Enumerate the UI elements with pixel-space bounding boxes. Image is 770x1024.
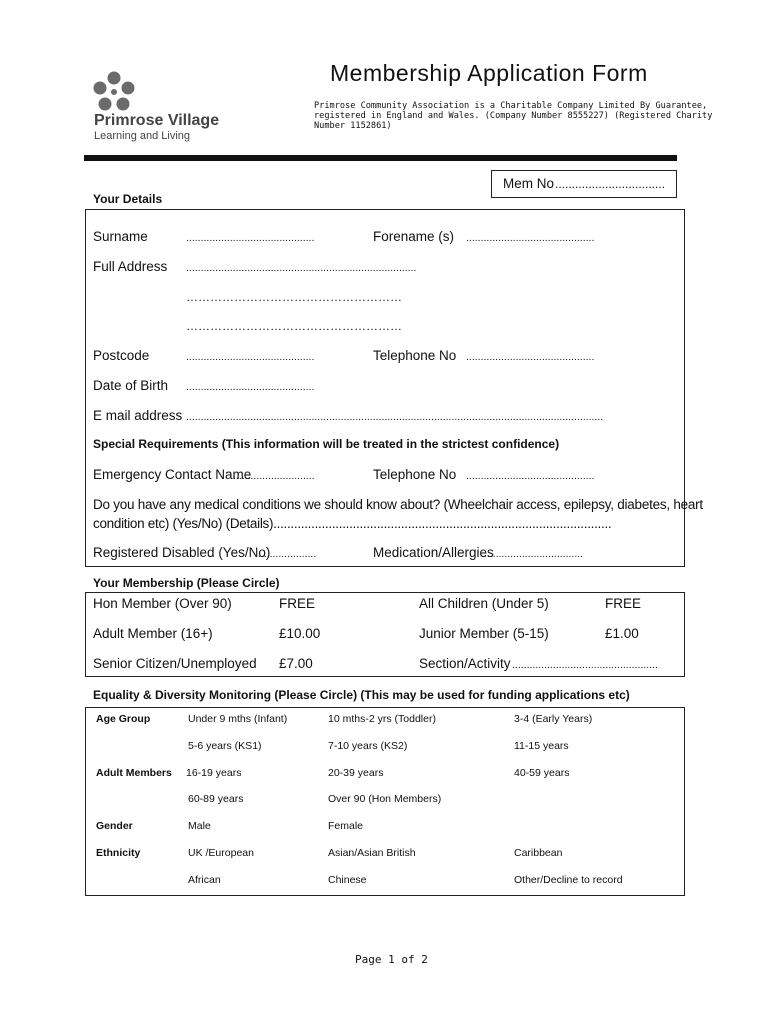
equality-row-label: Adult Members bbox=[96, 767, 172, 779]
charity-text-line-2: registered in England and Wales. (Company Number 8555227) (Registered Charity bbox=[314, 111, 713, 121]
dob-label: Date of Birth bbox=[93, 378, 169, 393]
equality-option[interactable]: 40-59 years bbox=[514, 767, 570, 779]
emergency-contact-field[interactable]: ............................ bbox=[233, 470, 315, 482]
membership-option[interactable]: All Children (Under 5) bbox=[419, 596, 549, 611]
membership-option[interactable]: Hon Member (Over 90) bbox=[93, 596, 232, 611]
email-label: E mail address bbox=[93, 408, 183, 423]
medical-question-line-2[interactable]: condition etc) (Yes/No) (Details).................................................................................................. bbox=[93, 516, 612, 531]
equality-option[interactable]: 20-39 years bbox=[328, 767, 384, 779]
equality-option[interactable]: Over 90 (Hon Members) bbox=[328, 793, 442, 805]
equality-option[interactable]: 16-19 years bbox=[186, 767, 242, 779]
special-requirements-heading: Special Requirements (This information will be treated in the strictest confidence) bbox=[93, 437, 560, 451]
mem-no-value[interactable]: ................................. bbox=[555, 177, 666, 191]
postcode-label: Postcode bbox=[93, 348, 150, 363]
equality-option[interactable]: 60-89 years bbox=[188, 793, 244, 805]
membership-option[interactable]: Adult Member (16+) bbox=[93, 626, 213, 641]
surname-label: Surname bbox=[93, 229, 148, 244]
telephone-label: Telephone No bbox=[373, 348, 457, 363]
medication-field[interactable]: ................................... bbox=[481, 548, 584, 560]
mem-no-label: Mem No bbox=[503, 176, 555, 191]
equality-heading: Equality & Diversity Monitoring (Please Circle) (This may be used for funding applications etc) bbox=[93, 688, 630, 702]
address-label: Full Address bbox=[93, 259, 168, 274]
forename-label: Forename (s) bbox=[373, 229, 455, 244]
dob-field[interactable]: ............................................ bbox=[186, 381, 315, 393]
telephone-field[interactable]: ............................................ bbox=[466, 351, 595, 363]
header-rule bbox=[84, 155, 677, 161]
equality-option[interactable]: Chinese bbox=[328, 874, 367, 886]
equality-option[interactable]: 5-6 years (KS1) bbox=[188, 740, 262, 752]
equality-row-label: Age Group bbox=[96, 713, 151, 725]
equality-row-label: Gender bbox=[96, 820, 133, 832]
your-details-heading: Your Details bbox=[93, 192, 163, 206]
equality-option[interactable]: 7-10 years (KS2) bbox=[328, 740, 408, 752]
membership-price: FREE bbox=[605, 596, 642, 611]
membership-heading: Your Membership (Please Circle) bbox=[93, 576, 280, 590]
membership-price: £7.00 bbox=[279, 656, 313, 671]
equality-option[interactable]: 10 mths-2 yrs (Toddler) bbox=[328, 713, 436, 725]
page-title: Membership Application Form bbox=[330, 60, 648, 86]
membership-option[interactable]: Senior Citizen/Unemployed bbox=[93, 656, 257, 671]
emergency-telephone-field[interactable]: ............................................ bbox=[466, 470, 595, 482]
membership-price: £10.00 bbox=[279, 626, 321, 641]
registered-disabled-field[interactable]: ..................... bbox=[255, 548, 317, 560]
medication-label: Medication/Allergies bbox=[373, 545, 494, 560]
equality-option[interactable]: Asian/Asian British bbox=[328, 847, 416, 859]
registered-disabled-label: Registered Disabled (Yes/No) bbox=[93, 545, 271, 560]
emergency-telephone-label: Telephone No bbox=[373, 467, 457, 482]
medical-question-line-1: Do you have any medical conditions we should know about? (Wheelchair access, epilepsy, diabetes, heart bbox=[93, 497, 703, 512]
equality-option[interactable]: Other/Decline to record bbox=[514, 874, 623, 886]
org-tagline: Learning and Living bbox=[94, 130, 191, 142]
equality-option[interactable]: Male bbox=[188, 820, 211, 832]
membership-price: FREE bbox=[279, 596, 316, 611]
equality-option[interactable]: UK /European bbox=[188, 847, 254, 859]
emergency-contact-label: Emergency Contact Name bbox=[93, 467, 252, 482]
equality-option[interactable]: Under 9 mths (Infant) bbox=[188, 713, 288, 725]
membership-option[interactable]: Junior Member (5-15) bbox=[419, 626, 549, 641]
charity-text-line-3: Number 1152861) bbox=[314, 121, 392, 131]
equality-option[interactable]: Caribbean bbox=[514, 847, 563, 859]
primrose-logo-icon bbox=[92, 70, 136, 114]
membership-price: £1.00 bbox=[605, 626, 639, 641]
org-name: Primrose Village bbox=[94, 112, 220, 129]
surname-field[interactable]: ............................................ bbox=[186, 232, 315, 244]
postcode-field[interactable]: ............................................ bbox=[186, 351, 315, 363]
equality-option[interactable]: 11-15 years bbox=[514, 740, 569, 752]
address-field-line-3[interactable]: ……………………………………………… bbox=[186, 319, 402, 333]
address-field-line-2[interactable]: ……………………………………………… bbox=[186, 290, 402, 304]
equality-row-label: Ethnicity bbox=[96, 847, 141, 859]
section-activity-field[interactable]: .................................................. bbox=[512, 659, 658, 671]
email-field[interactable]: ............................................................................................................................................... bbox=[186, 411, 604, 423]
address-field-line-1[interactable]: ............................................................................... bbox=[186, 262, 417, 274]
equality-option[interactable]: African bbox=[188, 874, 221, 886]
page-number: Page 1 of 2 bbox=[355, 953, 428, 966]
equality-option[interactable]: Female bbox=[328, 820, 364, 832]
equality-option[interactable]: 3-4 (Early Years) bbox=[514, 713, 593, 725]
charity-text-line-1: Primrose Community Association is a Charitable Company Limited By Guarantee, bbox=[314, 101, 708, 111]
forename-field[interactable]: ............................................ bbox=[466, 232, 595, 244]
membership-option[interactable]: Section/Activity bbox=[419, 656, 511, 671]
